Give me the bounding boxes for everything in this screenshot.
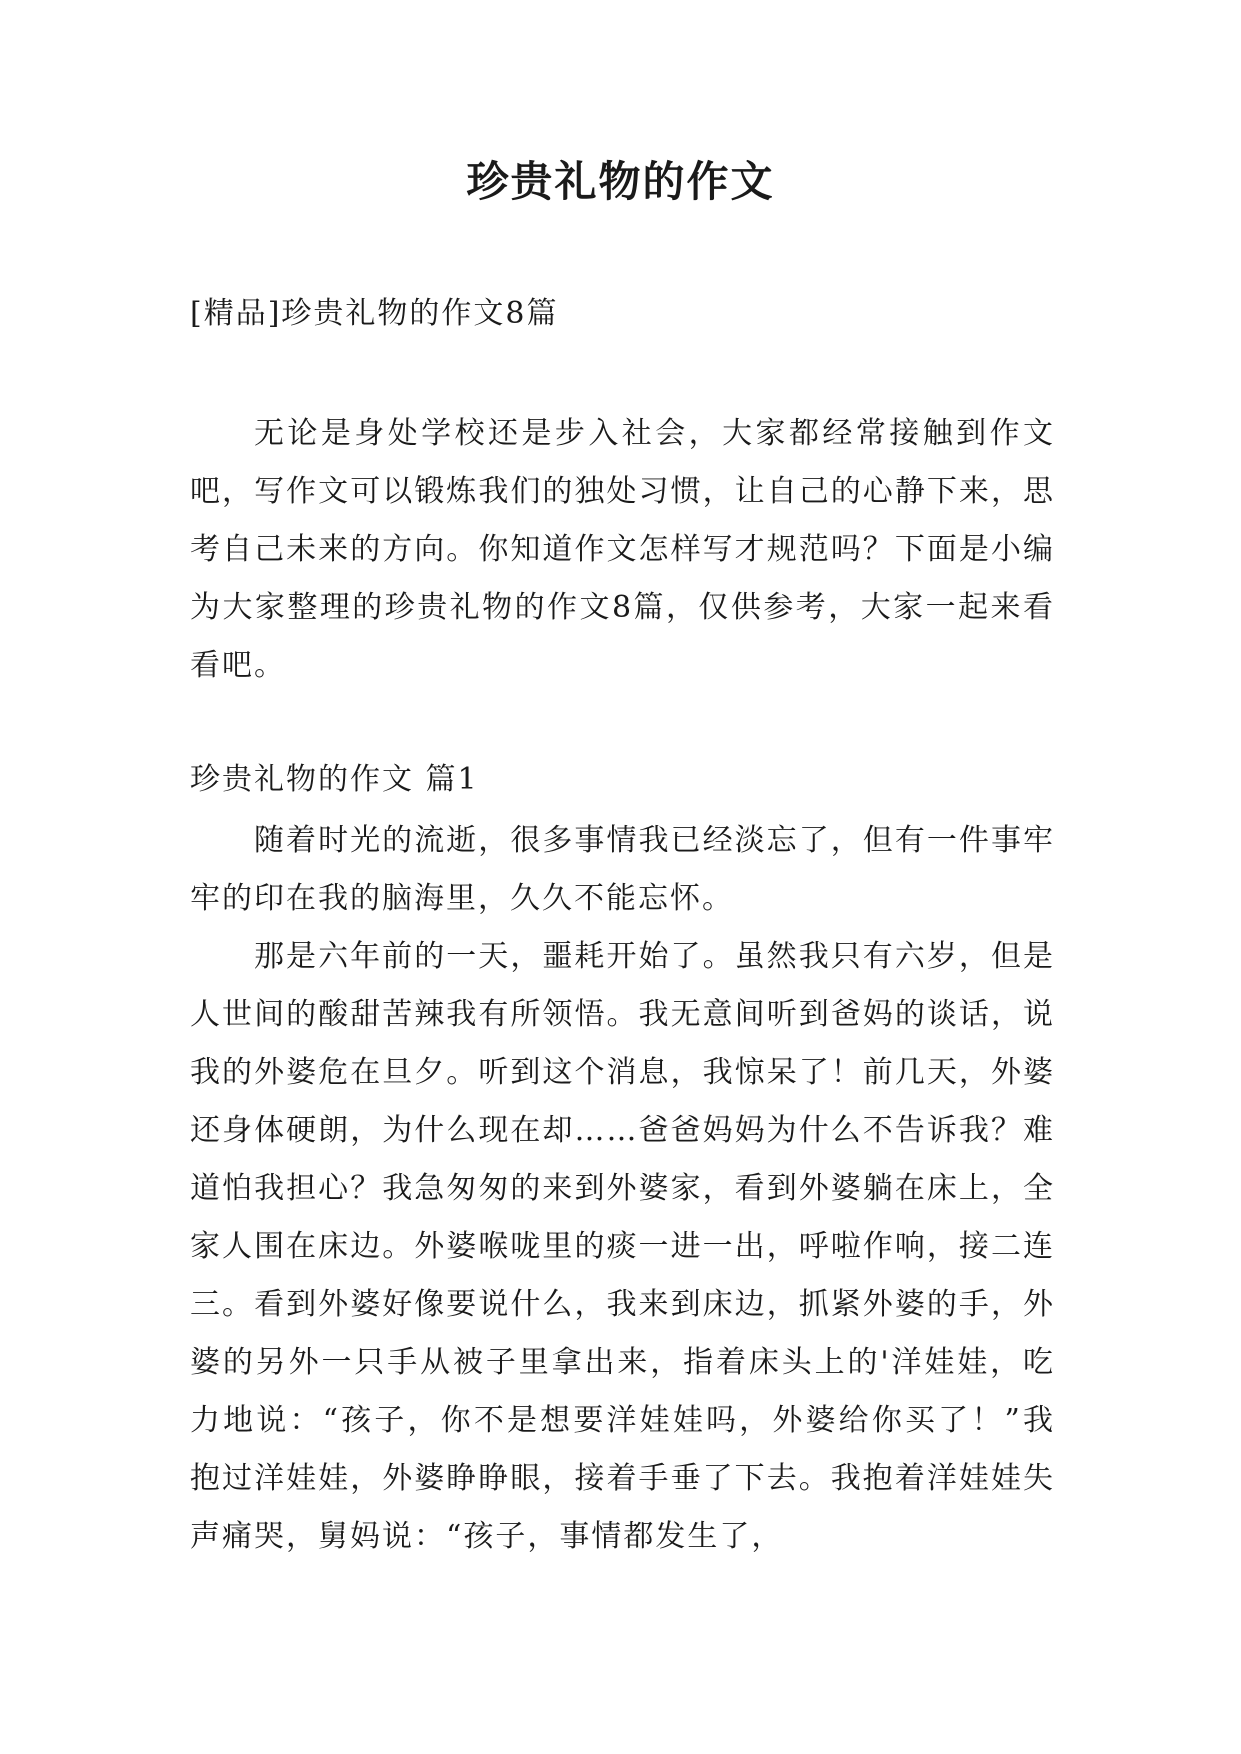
body-paragraph: 随着时光的流逝，很多事情我已经淡忘了，但有一件事牢牢的印在我的脑海里，久久不能忘怀。 <box>190 823 1055 916</box>
document-title: 珍贵礼物的作文 <box>466 157 775 206</box>
section-heading: 珍贵礼物的作文 篇1 <box>190 762 479 797</box>
document-subtitle: [精品]珍贵礼物的作文8篇 <box>190 296 559 331</box>
intro-paragraph: 无论是身处学校还是步入社会，大家都经常接触到作文吧，写作文可以锻炼我们的独处习惯，让自己的心静下来，思考自己未来的方向。你知道作文怎样写才规范吗？下面是小编为大家整理的珍贵礼物的作文8篇，仅供参考，大家一起来看看吧。 <box>190 416 1055 683</box>
section-body <box>190 812 1055 1566</box>
body-paragraph: 那是六年前的一天，噩耗开始了。虽然我只有六岁，但是人世间的酸甜苦辣我有所领悟。我无意间听到爸妈的谈话，说我的外婆危在旦夕。听到这个消息，我惊呆了！前几天，外婆还身体硬朗，为什么现在却……爸爸妈妈为什么不告诉我？难道怕我担心？我急匆匆的来到外婆家，看到外婆躺在床上，全家人围在床边。外婆喉咙里的痰一进一出，呼啦作响，接二连三。看到外婆好像要说什么，我来到床边，抓紧外婆的手，外婆的另外一只手从被子里拿出来，指着床头上的'洋娃娃，吃力地说：“孩子，你不是想要洋娃娃吗，外婆给你买了！”我抱过洋娃娃，外婆睁睁眼，接着手垂了下去。我抱着洋娃娃失声痛哭，舅妈说：“孩子，事情都发生了， <box>190 939 1055 1554</box>
